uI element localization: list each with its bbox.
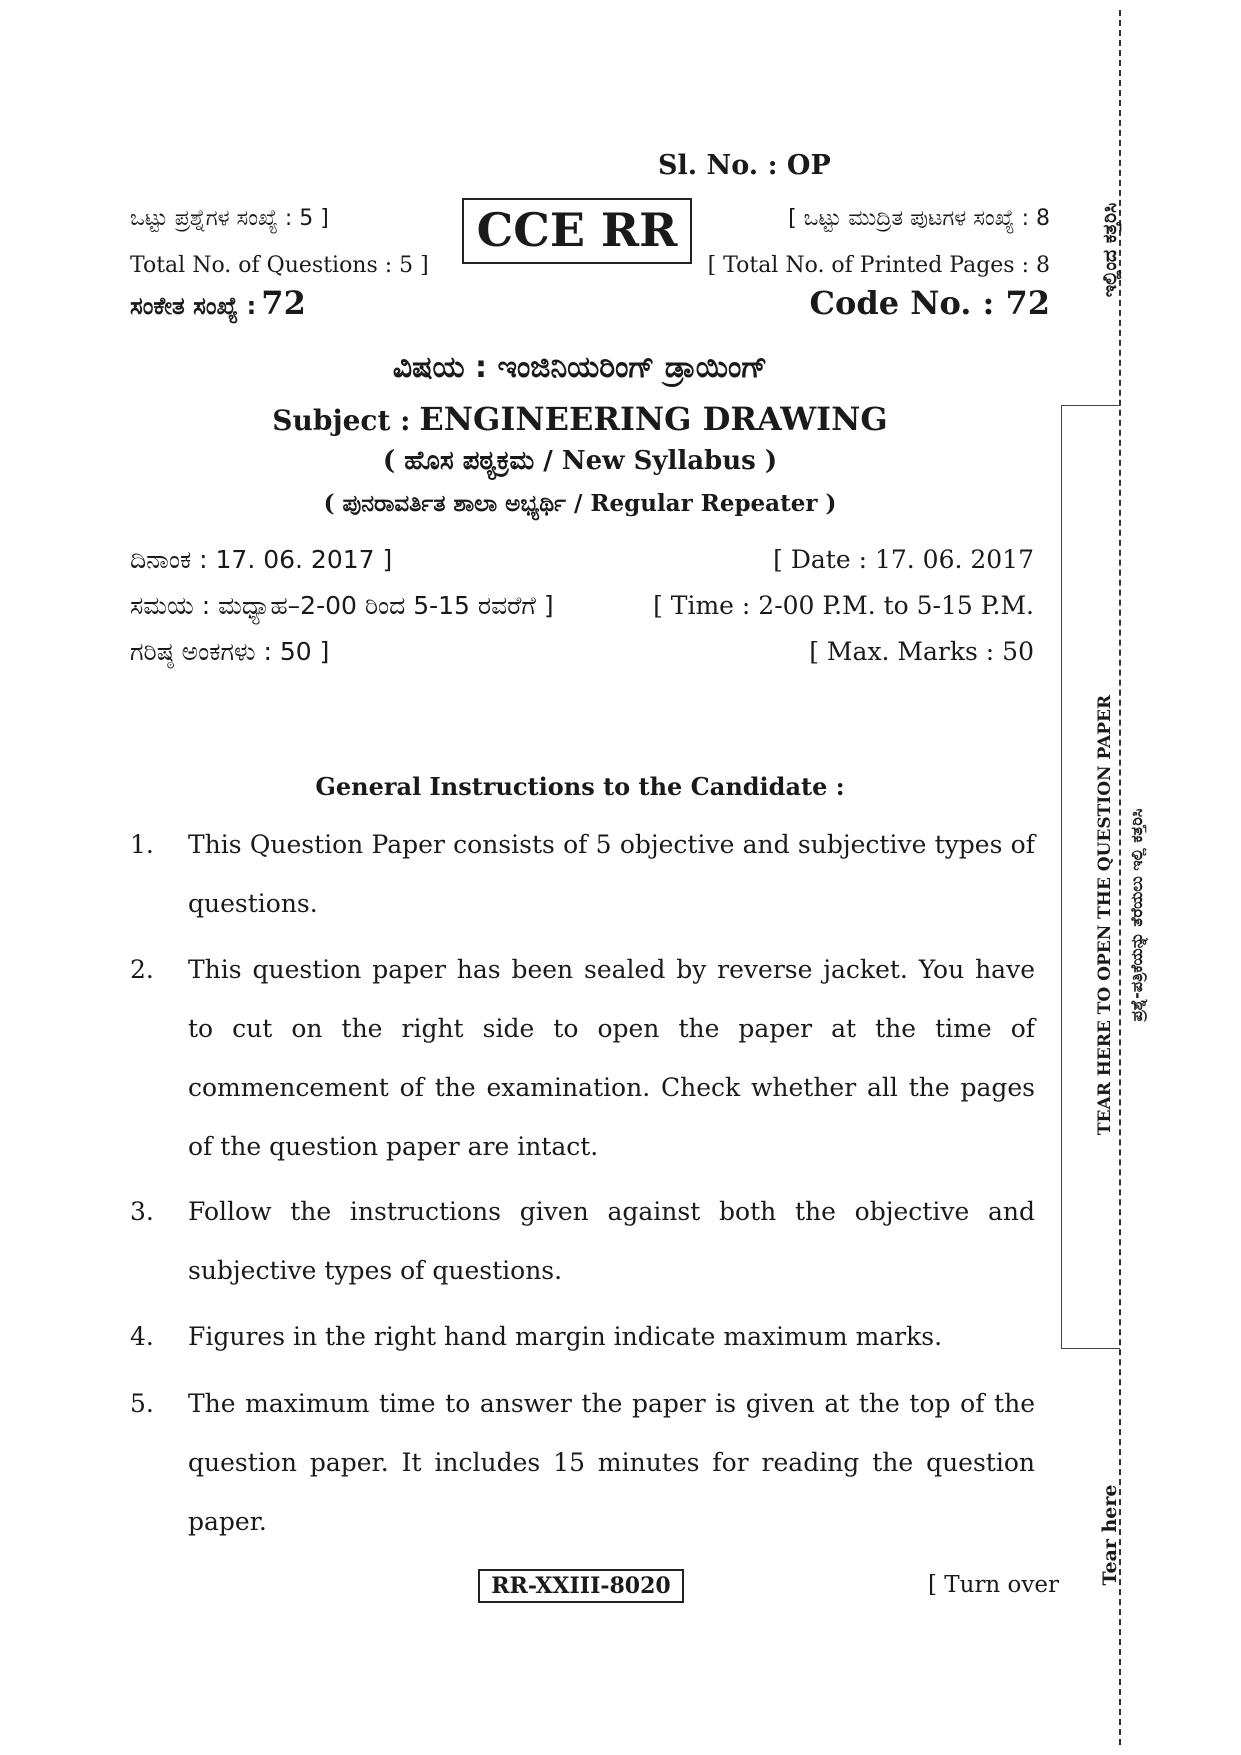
instruction-number: 2. [130, 955, 154, 984]
max-marks: [ Max. Marks : 50 [809, 637, 1034, 666]
max-marks-kannada-text: ಗರಿಷ್ಠ ಅಂಕಗಳು : 50 ] [130, 637, 330, 666]
subject-name: ENGINEERING DRAWING [419, 400, 888, 438]
time-kannada-text: ಸಮಯ : ಮಧ್ಯಾಹ–2-00 ರಿಂದ 5-15 ರವರೆಗೆ ] [130, 591, 554, 620]
candidate-type: ( ಪುನರಾವರ್ತಿತ ಶಾಲಾ ಅಭ್ಯರ್ಥಿ / Regular Repeater ) [323, 490, 837, 517]
subject-kannada: ವಿಷಯ : ಇಂಜಿನಿಯರಿಂಗ್ ಡ್ರಾಯಿಂಗ್ [392, 350, 768, 385]
max-marks-kannada [130, 637, 329, 667]
code-kannada-value: 72 [261, 284, 306, 322]
total-questions-kannada: ಒಟ್ಟು ಪ್ರಶ್ನೆಗಳ ಸಂಖ್ಯೆ : 5 ] [130, 206, 329, 231]
syllabus: ( ಹೊಸ ಪಠ್ಯಕ್ರಮ / New Syllabus ) [382, 446, 778, 476]
instruction-number: 4. [130, 1322, 154, 1351]
instruction-item [130, 940, 1035, 1176]
instruction-text: Figures in the right hand margin indicate maximum marks. [188, 1322, 943, 1351]
code-number: Code No. : 72 [809, 284, 1050, 322]
total-pages: [ Total No. of Printed Pages : 8 [707, 253, 1050, 278]
paper-code-box: RR-XXIII-8020 [478, 1569, 684, 1603]
turn-over: [ Turn over [928, 1572, 1060, 1598]
code-number-kannada [130, 284, 306, 322]
date-kannada [130, 545, 392, 575]
instruction-text: This Question Paper consists of 5 objective and subjective types of questions. [188, 830, 1035, 918]
instruction-item [130, 1374, 1035, 1551]
subject-label: Subject : [272, 404, 411, 437]
date-kannada-text: ದಿನಾಂಕ : 17. 06. 2017 ] [130, 545, 393, 574]
date: [ Date : 17. 06. 2017 [773, 545, 1034, 574]
serial-number: Sl. No. : OP [658, 150, 831, 181]
total-pages-kannada: [ ಒಟ್ಟು ಮುದ್ರಿತ ಪುಟಗಳ ಸಂಖ್ಯೆ : 8 [788, 206, 1050, 231]
subject-line [0, 400, 1160, 438]
cut-here-kannada: ಇಲ್ಲಿಂದ ಕತ್ತರಿಸಿ [1099, 202, 1121, 298]
instruction-text: The maximum time to answer the paper is given at the top of the question paper. It includes 15 minutes for reading the question paper. [188, 1389, 1035, 1536]
instruction-number: 1. [130, 830, 154, 859]
tear-here-bottom: Tear here [1099, 1484, 1121, 1586]
tear-here-label: TEAR HERE TO OPEN THE QUESTION PAPER [1095, 694, 1115, 1136]
instructions-heading: General Instructions to the Candidate : [315, 772, 845, 801]
total-questions: Total No. of Questions : 5 ] [130, 253, 429, 278]
instruction-item [130, 815, 1035, 933]
tear-here-kannada: ಪ್ರಶ್ನೆ-ಪತ್ರಿಕೆಯನ್ನು ತೆರೆಯಲು ಇಲ್ಲಿ ಕತ್ತರಿಸಿ [1127, 808, 1146, 1022]
instruction-item [130, 1307, 1035, 1366]
time: [ Time : 2-00 P.M. to 5-15 P.M. [653, 591, 1034, 620]
time-kannada [130, 591, 554, 621]
instruction-number: 3. [130, 1197, 154, 1226]
instruction-text: This question paper has been sealed by reverse jacket. You have to cut on the right side to open the paper at the time of commencement of the examination. Check whether all the pages of the question paper are intact. [188, 955, 1035, 1161]
instruction-number: 5. [130, 1389, 154, 1418]
cce-rr-box: CCE RR [462, 198, 692, 264]
code-kannada-label: ಸಂಕೇತ ಸಂಖ್ಯೆ : [130, 292, 257, 320]
instruction-text: Follow the instructions given against both the objective and subjective types of questions. [188, 1197, 1035, 1285]
instruction-item [130, 1182, 1035, 1300]
